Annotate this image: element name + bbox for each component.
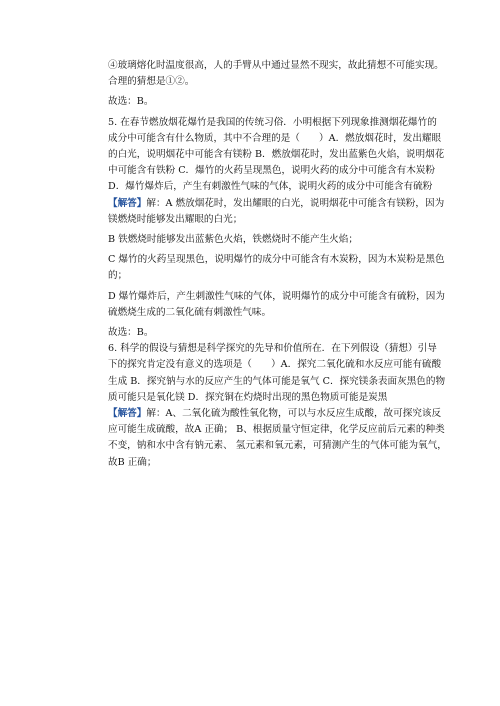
text-line [108,357,442,373]
line-text: 故选：B。 [108,96,154,108]
line-text: 生成 B．探究钠与水的反应产生的气体可能是氧气 C．探究镁条表面灰黑色的物 [108,375,446,387]
text-line [108,163,435,179]
text-line [108,232,408,248]
text-line [108,268,408,284]
text-line [108,94,408,110]
line-text: ④玻璃熔化时温度很高，人的手臂从中通过显然不现实，故此猜想不可能实现。 [108,60,444,71]
line-text: 镁燃烧时能够发出耀眼的白光； [108,213,243,225]
line-text: 故B 正确； [108,456,157,468]
line-text: 应可能生成硫酸，故A 正确； B、根据质量守恒定律，化学反应前后元素的种类 [108,424,445,436]
text-line [108,455,408,471]
line-text: 不变，钠和水中含有钠元素、 氢元素和氧元素，可猜测产生的气体可能为氧气， [108,440,447,452]
document-body [108,58,447,471]
text-line [108,374,446,390]
line-text: 5. 在春节燃放烟花爆竹是我国的传统习俗．小明根据下列现象推测烟花爆竹的 [108,116,437,128]
text-line [108,422,445,438]
text-line [108,74,408,90]
line-text: 解：A、二氧化硫为酸性氧化物，可以与水反应生成酸，故可探究该反 [146,408,442,420]
text-line [108,212,408,228]
text-line [108,252,445,268]
line-text: 解：A 燃放烟花时，发出耀眼的白光，说明烟花中可能含有镁粉，因为 [146,197,445,209]
line-text: 质可能只是氧化镁 D．探究铜在灼烧时出现的黑色物质可能是炭黑 [108,391,388,403]
line-text: 硫燃烧生成的二氧化硫有刺激性气味。 [108,306,272,318]
line-text: 中可能含有铁粉 C．爆竹的火药呈现黑色，说明火药的成分中可能含有木炭粉 [108,165,435,177]
text-line [108,58,444,74]
text-line [108,325,408,341]
text-line [108,341,437,357]
line-text: 的白光，说明烟花中可能含有镁粉 B．燃放烟花时，发出蓝紫色火焰，说明烟花 [108,149,445,161]
text-line [108,438,447,454]
text-line [108,305,408,321]
text-line [108,406,442,422]
line-text: C 爆竹的火药呈现黑色，说明爆竹的成分中可能含有木炭粉，因为木炭粉是黑色 [108,254,445,266]
answer-tag: 【解答】 [108,197,147,209]
line-text: 6. 科学的假设与猜想是科学探究的先导和价值所在．在下列假设（猜想）引导 [108,343,437,355]
line-text: 故选：B。 [108,327,154,339]
line-text: 的； [108,270,128,282]
line-text: D．爆竹爆炸后，产生有刺激性气味的气体，说明火药的成分中可能含有硫粉 [108,181,433,193]
text-line [108,196,445,212]
text-line [108,179,433,195]
line-text: 下的探究肯定没有意义的选项是（ ）A．探究二氧化硫和水反应可能有硫酸 [108,359,442,371]
text-line [108,147,445,163]
line-text: B 铁燃烧时能够发出蓝紫色火焰，铁燃烧时不能产生火焰； [108,234,358,246]
text-line [108,131,442,147]
text-line [108,115,437,131]
answer-tag: 【解答】 [108,408,147,420]
text-line [108,289,445,305]
line-text: D 爆竹爆炸后，产生刺激性气味的气体，说明爆竹的成分中可能含有硫粉，因为 [108,290,445,302]
line-text: 合理的猜想是①②。 [108,76,195,88]
line-text: 成分中可能含有什么物质，其中不合理的是（ ）A．燃放烟花时，发出耀眼 [108,132,442,144]
text-line [108,390,408,406]
